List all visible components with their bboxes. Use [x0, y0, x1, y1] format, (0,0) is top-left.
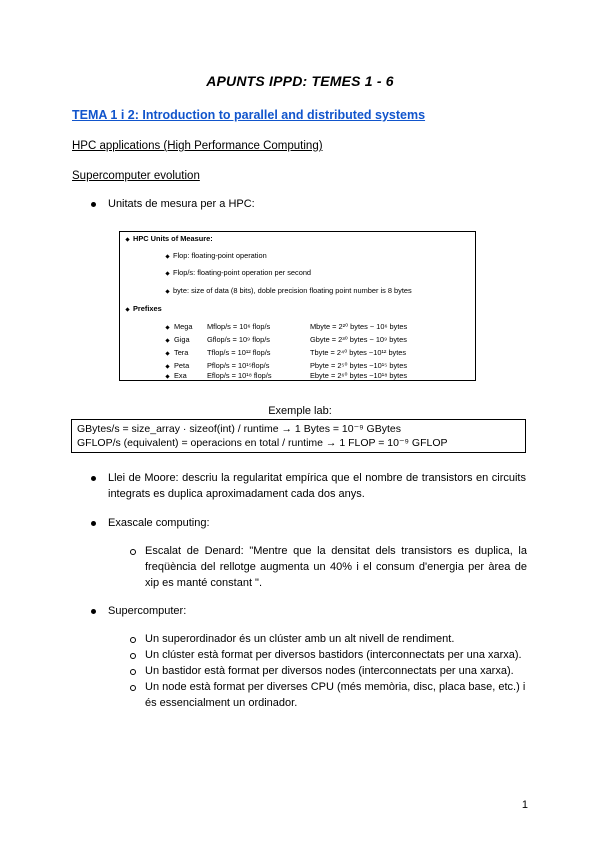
prefix-name: Giga	[174, 335, 190, 344]
bullet-units-text: Unitats de mesura per a HPC:	[108, 198, 255, 210]
diamond-bullet-icon	[165, 271, 169, 275]
diamond-bullet-icon	[125, 237, 129, 241]
figure-byte: byte: size of data (8 bits), doble precision floating point number is 8 bytes	[173, 286, 412, 295]
prefix-flop: Tflop/s = 10¹² flop/s	[207, 348, 271, 357]
box-line-gflops: GFLOP/s (equivalent) = operacions en total / runtime → 1 FLOP = 10⁻⁹ GFLOP	[77, 437, 448, 449]
prefix-flop: Mflop/s = 10⁶ flop/s	[207, 322, 271, 331]
diamond-bullet-icon	[165, 325, 169, 329]
diamond-bullet-icon	[165, 351, 169, 355]
prefix-byte: Mbyte = 2²⁰ bytes ~ 10⁶ bytes	[310, 322, 408, 331]
prefix-byte: Tbyte = 2⁴⁰ bytes ~10¹² bytes	[310, 348, 407, 357]
sub-bullet-icon	[130, 653, 136, 659]
diamond-bullet-icon	[165, 289, 169, 293]
bullet-icon	[91, 476, 96, 481]
bullet-moore-text: Llei de Moore: descriu la regularitat empírica que el nombre de transistors en circuits integrats es duplica aproximadament cada dos anys.	[108, 472, 526, 500]
sub-item-text: Un bastidor està format per diversos nodes (interconnectats per una xarxa).	[145, 665, 514, 677]
prefix-flop: Pflop/s = 10¹⁵flop/s	[207, 361, 270, 370]
figure-flops: Flop/s: floating-point operation per second	[173, 268, 312, 277]
figure-flop: Flop: floating-point operation	[173, 251, 267, 260]
prefix-byte: Pbyte = 2⁵⁰ bytes ~10¹⁵ bytes	[310, 361, 408, 370]
diamond-bullet-icon	[165, 374, 169, 378]
prefix-name: Exa	[174, 371, 187, 380]
subheading-supercomputer-evolution: Supercomputer evolution	[72, 170, 200, 182]
document-title: APUNTS IPPD: TEMES 1 - 6	[206, 73, 394, 89]
diamond-bullet-icon	[125, 307, 129, 311]
bullet-icon	[91, 202, 96, 207]
sub-item-text: Un superordinador és un clúster amb un alt nivell de rendiment.	[145, 633, 455, 645]
exemple-lab-caption: Exemple lab:	[268, 405, 332, 417]
sub-bullet-icon	[130, 685, 136, 691]
bullet-exascale-text: Exascale computing:	[108, 517, 210, 529]
prefix-byte: Ebyte = 2⁶⁰ bytes ~10¹⁸ bytes	[310, 371, 408, 380]
prefix-flop: Eflop/s = 10¹⁸ flop/s	[207, 371, 272, 380]
prefix-name: Tera	[174, 348, 189, 357]
prefix-byte: Gbyte = 2³⁰ bytes ~ 10⁹ bytes	[310, 335, 407, 344]
figure-prefixes-title: Prefixes	[133, 304, 162, 313]
sub-denard-text: Escalat de Denard: "Mentre que la densitat dels transistors es duplica, la freqüència del rellotge augmenta un 40% i el consum d'energia per àrea de xip es manté constant ".	[145, 545, 527, 589]
sub-item-text: Un node està format per diverses CPU (més memòria, disc, placa base, etc.) i és essencialment un ordinador.	[145, 681, 526, 709]
prefix-name: Peta	[174, 361, 190, 370]
figure-units-title: HPC Units of Measure:	[133, 234, 213, 243]
sub-bullet-icon	[130, 549, 136, 555]
sub-item-text: Un clúster està format per diversos bastidors (interconnectats per una xarxa).	[145, 649, 522, 661]
page-number: 1	[521, 799, 528, 811]
sub-bullet-icon	[130, 669, 136, 675]
prefix-flop: Gflop/s = 10⁹ flop/s	[207, 335, 270, 344]
bullet-supercomputer-text: Supercomputer:	[108, 605, 187, 617]
sub-bullet-icon	[130, 637, 136, 643]
section-heading-tema-1-2[interactable]: TEMA 1 i 2: Introduction to parallel and distributed systems	[72, 108, 426, 122]
bullet-icon	[91, 521, 96, 526]
prefix-name: Mega	[174, 322, 193, 331]
box-line-gbytes: GBytes/s = size_array · sizeof(int) / runtime → 1 Bytes = 10⁻⁹ GBytes	[77, 423, 401, 435]
subheading-hpc-applications: HPC applications (High Performance Computing)	[72, 140, 323, 152]
diamond-bullet-icon	[165, 338, 169, 342]
exemple-lab-box	[71, 419, 526, 453]
hpc-units-figure	[119, 231, 476, 381]
bullet-icon	[91, 609, 96, 614]
diamond-bullet-icon	[165, 364, 169, 368]
diamond-bullet-icon	[165, 254, 169, 258]
